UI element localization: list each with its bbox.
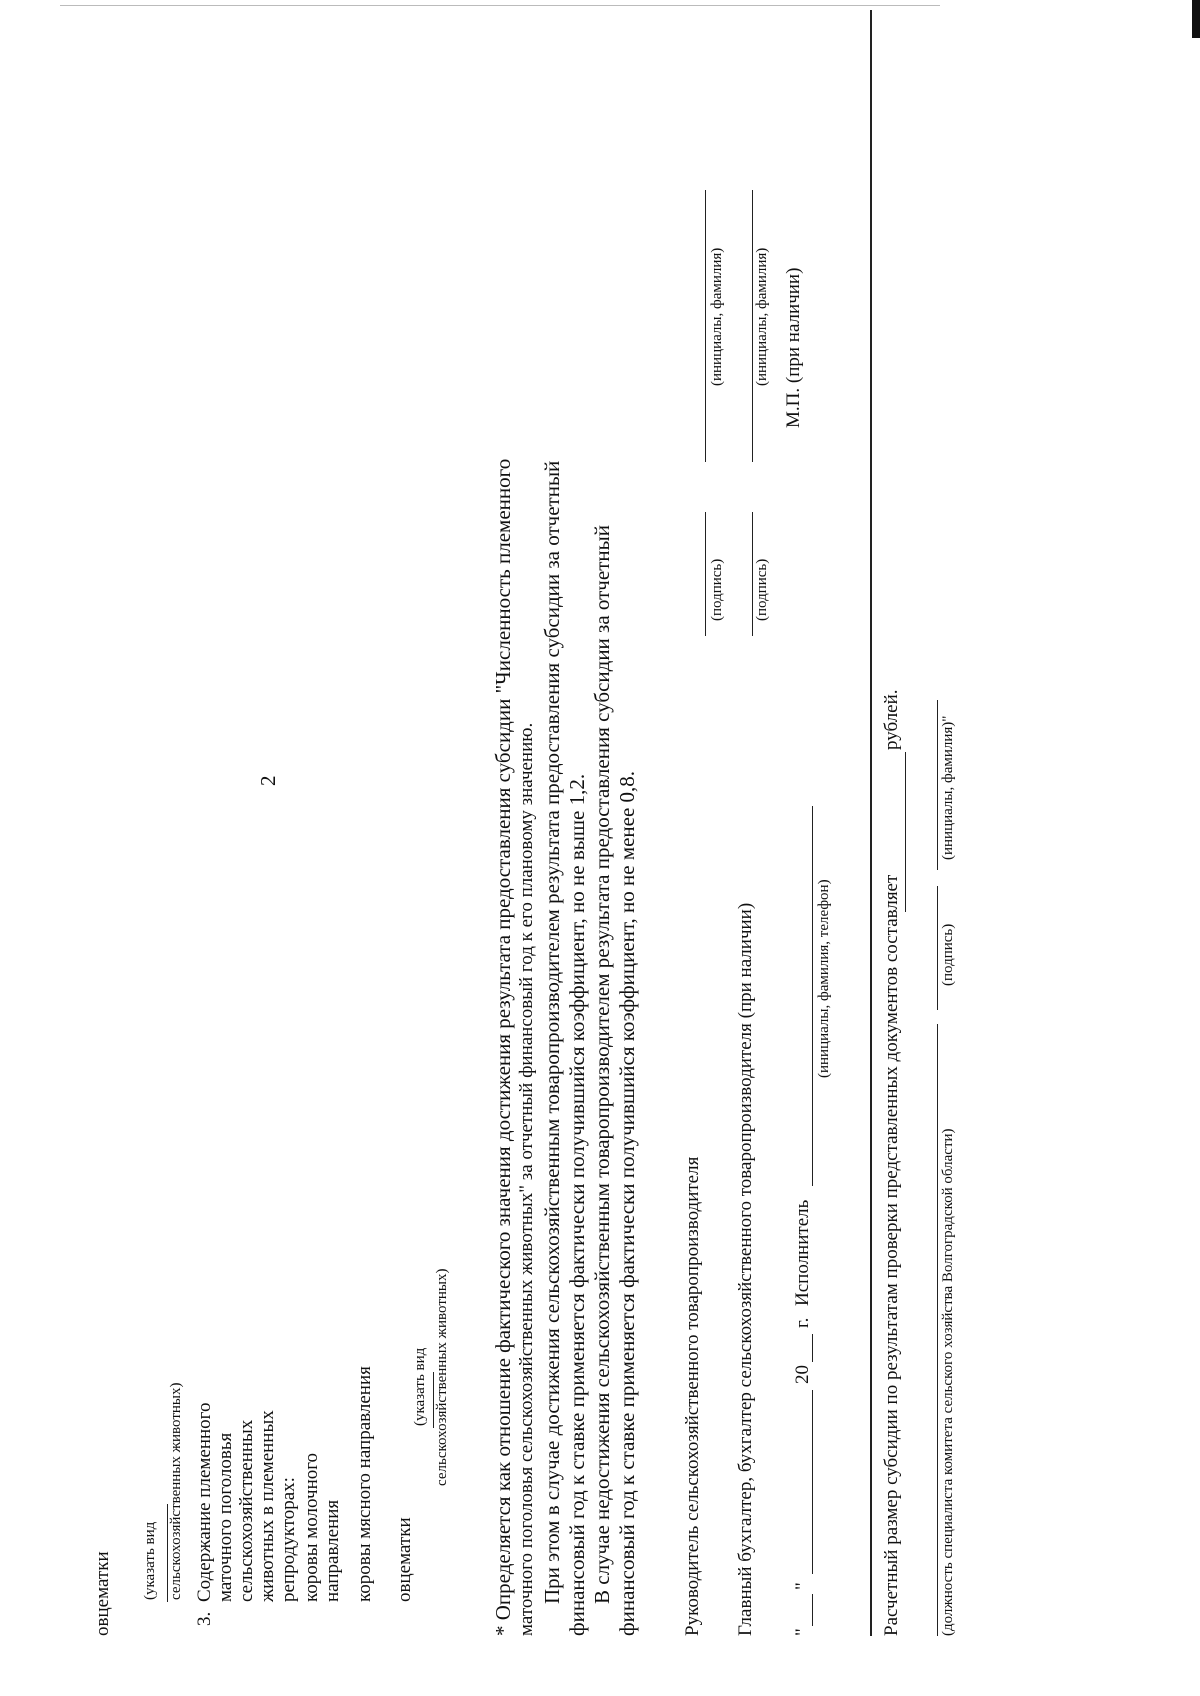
accountant-signature-line: [752, 512, 753, 636]
date-year-prefix: 20: [792, 1365, 813, 1384]
page-edge-line: [60, 5, 940, 6]
footnote-p1-line2: маточного поголовья сельскохозяйственных животных" за отчетный финансовый год к его плановому значению.: [516, 722, 537, 1636]
calculation-amount-line: [905, 752, 906, 912]
item3-line-4: животных в племенных: [257, 1410, 278, 1602]
calc-initials-line: [937, 700, 938, 870]
accountant-initials-caption: (инициалы, фамилия): [754, 247, 770, 386]
head-signature-line: [705, 512, 706, 636]
date-quote-close: ": [792, 1582, 813, 1590]
date-year-suffix: г.: [792, 1317, 813, 1328]
accountant-initials-line: [752, 190, 753, 462]
specify-caption-2b: сельскохозяйственных животных): [434, 1268, 450, 1486]
date-day-line: [812, 1594, 813, 1626]
page-number: 2: [256, 775, 280, 786]
calc-initials-caption: (инициалы, фамилия)": [940, 715, 956, 860]
separator-line: [870, 10, 872, 1636]
position-caption: (должность специалиста комитета сельского хозяйства Волгоградской области): [940, 1128, 956, 1636]
date-quote-open: ": [792, 1628, 813, 1636]
stamp-mark: М.П. (при наличии): [783, 267, 804, 428]
item3-line-2: маточного поголовья: [215, 1432, 236, 1602]
executor-label: Исполнитель: [792, 1199, 813, 1306]
executor-caption: (инициалы, фамилия, телефон): [816, 879, 832, 1078]
item3-line-5: репродукторах:: [278, 1477, 299, 1602]
head-label: Руководитель сельскохозяйственного товаропроизводителя: [682, 1156, 703, 1636]
item3-number: 3.: [194, 1611, 215, 1626]
position-line: [937, 1024, 938, 1636]
head-initials-caption: (инициалы, фамилия): [709, 247, 725, 386]
specify-caption-2a: (указать вид: [412, 1347, 428, 1426]
row-ovcematki-top: овцематки: [92, 1551, 113, 1636]
footnote-p3-line2: финансовый год к ставке применяется фактически получившийся коэффициент, но не менее 0,8.: [615, 770, 639, 1636]
executor-line: [812, 806, 813, 1186]
specify-caption-1b: сельскохозяйственных животных): [168, 1382, 184, 1600]
row-dairy-cows-1: коровы молочного: [301, 1452, 322, 1602]
accountant-signature-caption: (подпись): [754, 558, 770, 621]
footnote-p2-line2: финансовый год к ставке применяется фактически получившийся коэффициент, но не выше 1,2.: [565, 773, 589, 1636]
chief-accountant-label: Главный бухгалтер, бухгалтер сельскохозяйственного товаропроизводителя (при наличии): [735, 902, 756, 1636]
calc-signature-caption: (подпись): [940, 923, 956, 986]
footnote-p1-line1: * Определяется как отношение фактического значения достижения результата предоставления субсидии "Численность племенного: [491, 458, 515, 1636]
footnote-p3-line1: В случае недостижения сельскохозяйственным товаропроизводителем результата предоставления субсидии за отчетный: [590, 525, 614, 1604]
date-year-line: [812, 1334, 813, 1362]
item3-line-1: Содержание племенного: [194, 1402, 215, 1602]
specify-caption-1a: (указать вид: [142, 1521, 158, 1600]
calculation-text: Расчетный размер субсидии по результатам проверки представленных документов составляет: [881, 874, 902, 1636]
head-initials-line: [705, 190, 706, 462]
date-month-line: [812, 1390, 813, 1574]
item3-line-3: сельскохозяйственных: [236, 1419, 257, 1602]
calc-signature-line: [937, 886, 938, 1010]
row-dairy-cows-2: направления: [322, 1499, 343, 1602]
row-ovcematki-bottom: овцематки: [394, 1517, 415, 1602]
footnote-p2-line1: При этом в случае достижения сельскохозяйственным товаропроизводителем результата предоставления субсидии за отчетный: [540, 460, 564, 1604]
head-signature-caption: (подпись): [709, 558, 725, 621]
row-beef-cows: коровы мясного направления: [354, 1366, 375, 1602]
calculation-unit: рублей.: [881, 689, 902, 750]
